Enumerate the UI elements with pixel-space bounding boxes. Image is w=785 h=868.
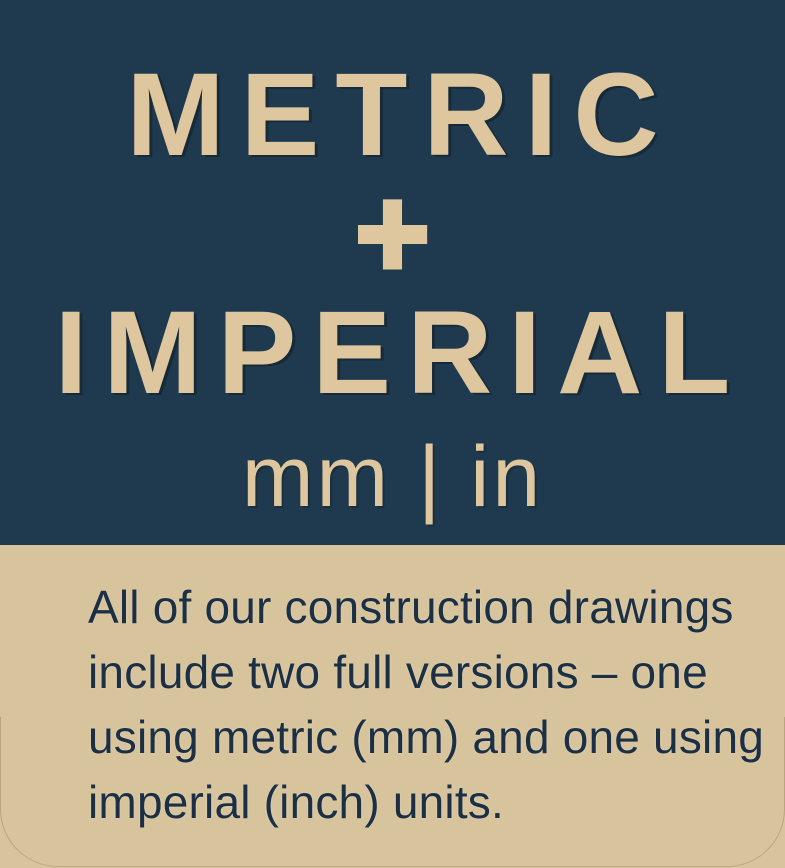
units-label: mm | in: [241, 429, 544, 526]
description-line-4: imperial (inch) units.: [88, 776, 504, 828]
description-line-2: include two full versions – one: [88, 646, 708, 698]
description-line-3: using metric (mm) and one using: [88, 711, 765, 763]
title-metric: METRIC: [126, 49, 675, 181]
plus-icon: +: [355, 162, 430, 305]
description-line-1: All of our construction drawings: [88, 581, 734, 633]
title-imperial: IMPERIAL: [54, 287, 747, 420]
description-section: [0, 545, 785, 868]
